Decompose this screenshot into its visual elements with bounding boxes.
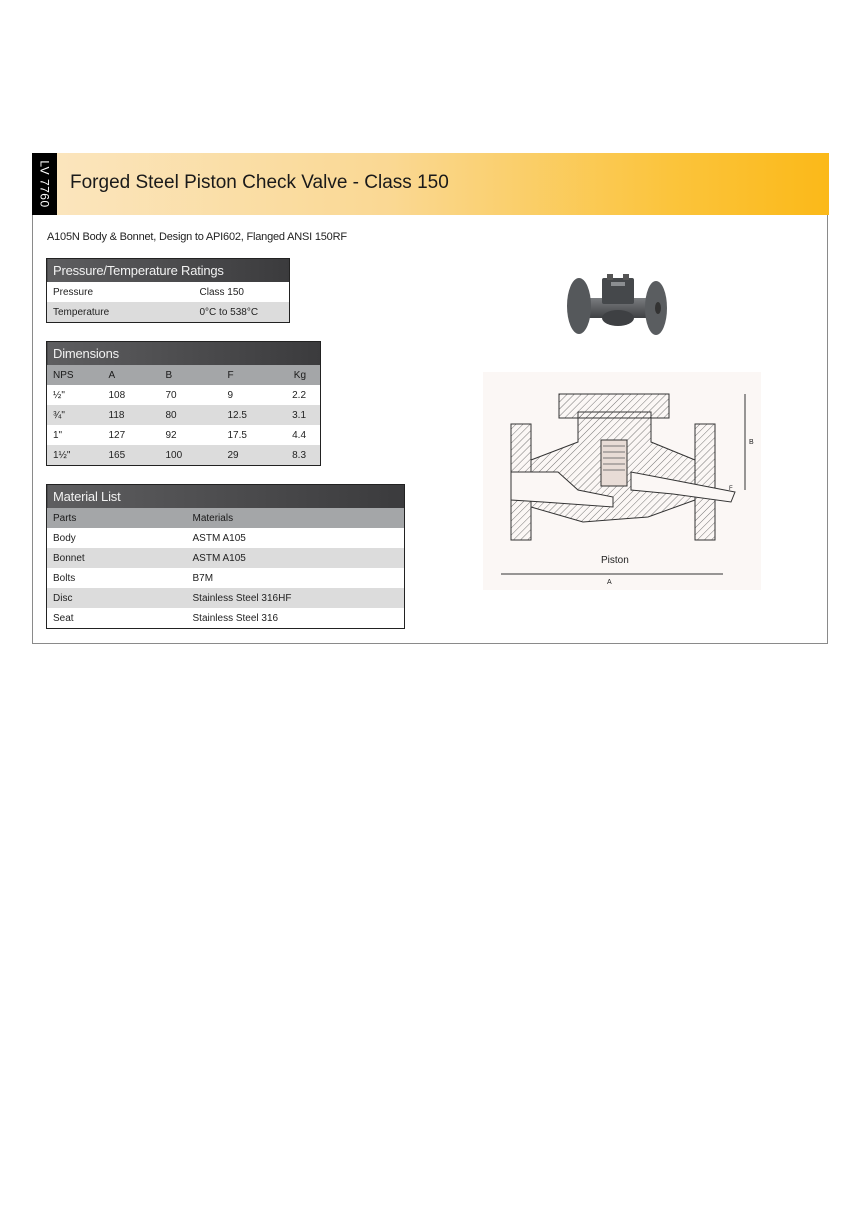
row-label: Temperature	[47, 302, 194, 323]
column-header: A	[103, 365, 160, 385]
material-name: Stainless Steel 316	[187, 608, 405, 629]
part-name: Body	[47, 528, 187, 548]
cell: 12.5	[222, 405, 277, 425]
dimension-a-label: A	[607, 579, 612, 586]
table-caption: Dimensions	[47, 342, 321, 366]
cell: 165	[103, 445, 160, 466]
cell: 8.3	[277, 445, 321, 466]
cell: ¾"	[47, 405, 103, 425]
row-value: Class 150	[194, 282, 290, 302]
cell: ½"	[47, 385, 103, 405]
table-row	[47, 548, 405, 568]
material-name: ASTM A105	[187, 528, 405, 548]
column-header: Parts	[47, 508, 187, 528]
cell: 1½"	[47, 445, 103, 466]
part-name: Seat	[47, 608, 187, 629]
table-row	[47, 568, 405, 588]
cell: 2.2	[277, 385, 321, 405]
cell: 118	[103, 405, 160, 425]
column-header: F	[222, 365, 277, 385]
material-name: ASTM A105	[187, 548, 405, 568]
part-name: Disc	[47, 588, 187, 608]
material-name: Stainless Steel 316HF	[187, 588, 405, 608]
table-row	[47, 405, 321, 425]
cell: 108	[103, 385, 160, 405]
cell: 17.5	[222, 425, 277, 445]
product-code-tab	[32, 153, 57, 215]
column-header: Materials	[187, 508, 405, 528]
dimension-f-label: F	[729, 486, 733, 492]
cell: 4.4	[277, 425, 321, 445]
column-header: NPS	[47, 365, 103, 385]
product-code: LV 7760	[37, 160, 52, 208]
column-header-row	[47, 365, 321, 385]
table-row	[47, 608, 405, 629]
row-label: Pressure	[47, 282, 194, 302]
table-row	[47, 302, 290, 323]
product-subtitle: A105N Body & Bonnet, Design to API602, Flanged ANSI 150RF	[47, 231, 347, 243]
table-row	[47, 385, 321, 405]
material-name: B7M	[187, 568, 405, 588]
table-caption: Pressure/Temperature Ratings	[47, 259, 290, 283]
cell: 9	[222, 385, 277, 405]
page-title: Forged Steel Piston Check Valve - Class 150	[70, 172, 449, 193]
column-header: Kg	[277, 365, 321, 385]
dimensions-table	[46, 341, 321, 466]
column-header: B	[160, 365, 222, 385]
cell: 100	[160, 445, 222, 466]
part-name: Bonnet	[47, 548, 187, 568]
material-list-table	[46, 484, 405, 629]
row-value: 0°C to 538°C	[194, 302, 290, 323]
table-row	[47, 528, 405, 548]
cell: 29	[222, 445, 277, 466]
drawing-label-piston: Piston	[601, 555, 629, 566]
cell: 92	[160, 425, 222, 445]
table-row	[47, 282, 290, 302]
table-row	[47, 425, 321, 445]
cell: 80	[160, 405, 222, 425]
cell: 1"	[47, 425, 103, 445]
part-name: Bolts	[47, 568, 187, 588]
cell: 3.1	[277, 405, 321, 425]
valve-sectional-drawing	[483, 372, 761, 590]
table-caption: Material List	[47, 485, 405, 509]
table-row	[47, 588, 405, 608]
column-header-row	[47, 508, 405, 528]
dimension-b-label: B	[749, 439, 754, 446]
table-row	[47, 445, 321, 466]
valve-photo	[558, 262, 676, 342]
pressure-temperature-table	[46, 258, 290, 323]
cell: 127	[103, 425, 160, 445]
cell: 70	[160, 385, 222, 405]
